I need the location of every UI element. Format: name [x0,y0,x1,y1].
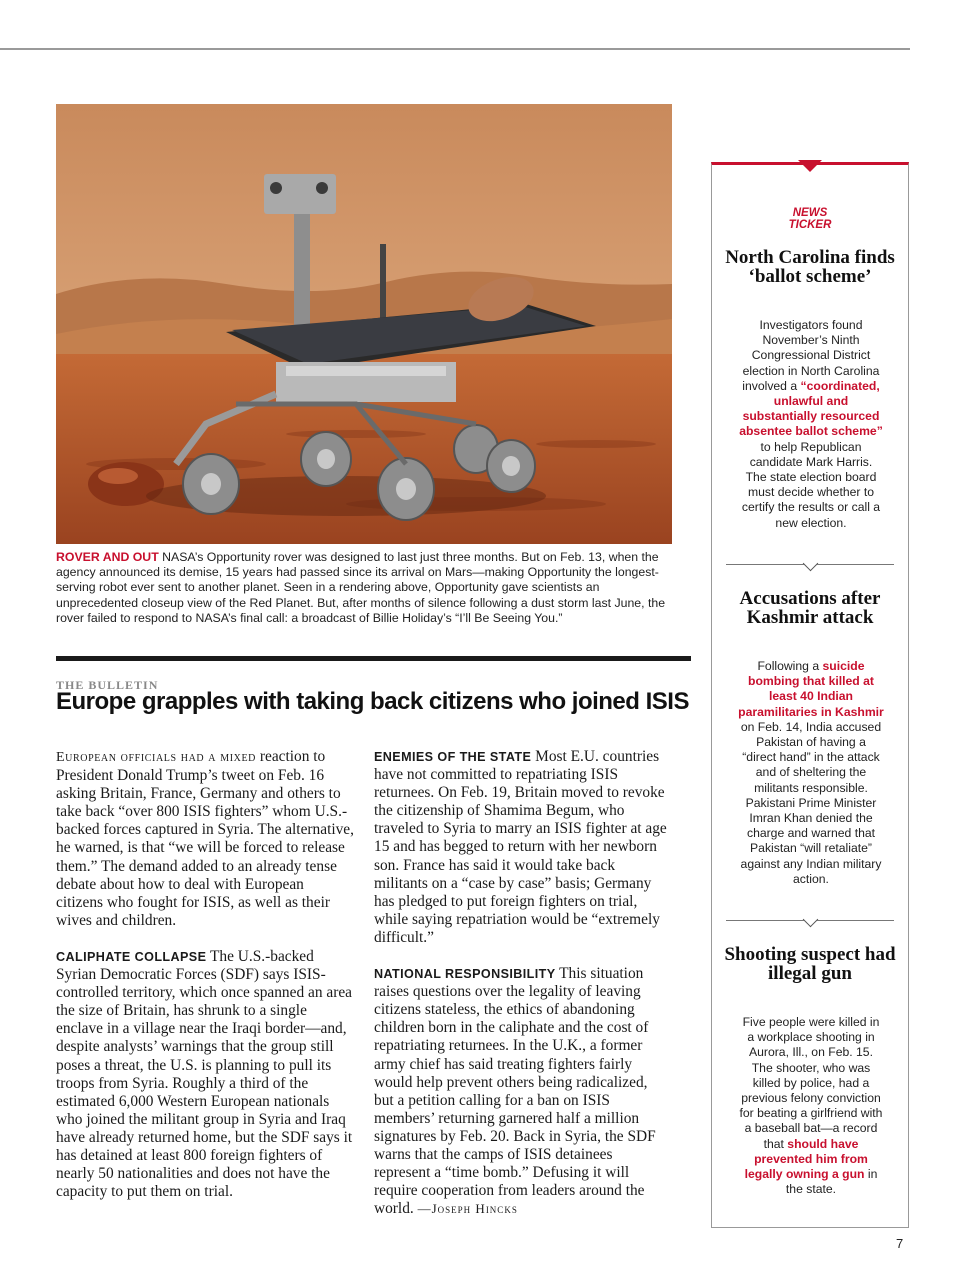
ticker-headline: Shooting suspect had illegal gun [724,944,896,984]
paragraph-text: reaction to President Donald Trump’s tweet on Feb. 16 asking Britain, France, Germany and others to take back “over 800 ISIS fighters” whom U.S.-backed forces captured in Syria. The alternative, he warned, is that “we will be forced to release them.” The demand added to an already tense debate about how to deal with European citizens who fought for ISIS, as well as their wives and children. [56,748,354,929]
ticker-body: Following a suicide bombing that killed at least 40 Indian paramilitaries in Kashmir on Feb. 14, India accused Pakistan of having a “direct hand” in the attack and of sheltering the militants responsible. Pakistani Prime Minister Imran Khan denied the charge and warned that Pakistan “will retaliate” against any Indian military action. [738,659,884,886]
section-rule [56,656,691,661]
ticker-highlight: suicide bombing that killed at least 40 Indian paramilitaries in Kashmir [738,659,884,719]
ticker-highlight: should have prevented him from legally owning a gun [744,1136,868,1182]
byline: —Joseph Hincks [417,1201,518,1217]
rover-photo [56,104,672,544]
page-number: 7 [896,1236,904,1251]
ticker-notch-icon [798,160,822,172]
ticker-body: Investigators found November’s Ninth Congressional District election in North Carolina involved a “coordinated, unlawful and substantially resourced absentee ballot scheme” to help Republican candidate Mark Harris. The state election board must decide whether to certify the results or call a new election. [739,318,883,530]
article-paragraph [374,965,670,1218]
article-column-1 [56,748,354,1201]
ticker-headline: North Carolina finds ‘ballot scheme’ [725,247,895,287]
article-paragraph [374,748,670,947]
article-column-2 [374,748,670,1218]
paragraph-text: This situation raises questions over the legality of leaving citizens stateless, the ethics of abandoning children born in the caliphate and the cost of repatriating returnees. In the U.K., a former army chief has said treating fighters fairly would help prevent others being radicalized, but a petition calling for a ban on ISIS members’ returning garnered half a million signatures by Feb. 20. Back in Syria, the SDF warns that the camps of ISIS detainees represent a “time bomb.” Defusing it will require cooperation from leaders around the world. [374,965,656,1218]
article-headline: Europe grapples with taking back citizens who joined ISIS [56,688,689,715]
caption-text: NASA’s Opportunity rover was designed to last just three months. But on Feb. 13, when the agency announced its demise, 15 years had passed since its arrival on Mars—making Opportunity the longest-serving robot ever sent to another planet. Seen in a rendering above, Opportunity gave scientists an unprecedented closeup view of the Red Planet. But, after months of silence following a dust storm last June, the rover failed to respond to NASA’s final call: a broadcast of Billie Holiday’s “I’ll Be Seeing You.” [56,550,666,625]
photo-caption [56,550,676,626]
news-ticker-label: NEWS TICKER [788,207,832,231]
ticker-body: Five people were killed in a workplace shooting in Aurora, Ill., on Feb. 15. The shooter, who was killed by police, had a previous felony conviction for beating a girlfriend with a baseball bat—a record that should have prevented him from legally owning a gun in the state. [739,1015,883,1197]
caption-lead: ROVER AND OUT [56,550,159,564]
ticker-highlight: “coordinated, unlawful and substantially resourced absentee ballot scheme” [739,378,883,439]
ticker-headline: Accusations after Kashmir attack [739,588,881,628]
top-rule [0,48,910,50]
paragraph-text: Most E.U. countries have not committed to repatriating ISIS returnees. On Feb. 19, Britain moved to revoke the citizenship of Shamima Begum, who traveled to Syria to marry an ISIS fighter at age 15 and has begged to return with her newborn son. France has said it would take back militants on a “case by case” basis; Germany has pledged to put foreign fighters on trial, while saying repatriation would be “extremely difficult.” [374,748,667,946]
paragraph-lead: European officials had a mixed [56,750,257,765]
subhead-caliphate-collapse: CALIPHATE COLLAPSE [56,949,207,964]
subhead-national-responsibility: NATIONAL RESPONSIBILITY [374,967,556,982]
article-paragraph [56,948,354,1201]
rover-illustration [56,104,672,544]
article-paragraph [56,748,354,930]
paragraph-text: The U.S.-backed Syrian Democratic Forces (SDF) says ISIS-controlled territory, which once spanned an area the size of Britain, has shrunk to a single enclave in a village near the Iraqi border—and, despite analysts’ warnings that the group still poses a threat, the U.S. is planning to pull its troops from Syria. Roughly a third of the estimated 6,000 Western European nationals who joined the militant group in Syria and Iraq have already returned home, but the SDF says it has detained at least 800 foreign fighters of nearly 50 nationalities and does not have the capacity to put them on trial. [56,947,353,1201]
subhead-enemies-of-the-state: ENEMIES OF THE STATE [374,750,532,764]
section-kicker: THE BULLETIN [56,678,159,692]
